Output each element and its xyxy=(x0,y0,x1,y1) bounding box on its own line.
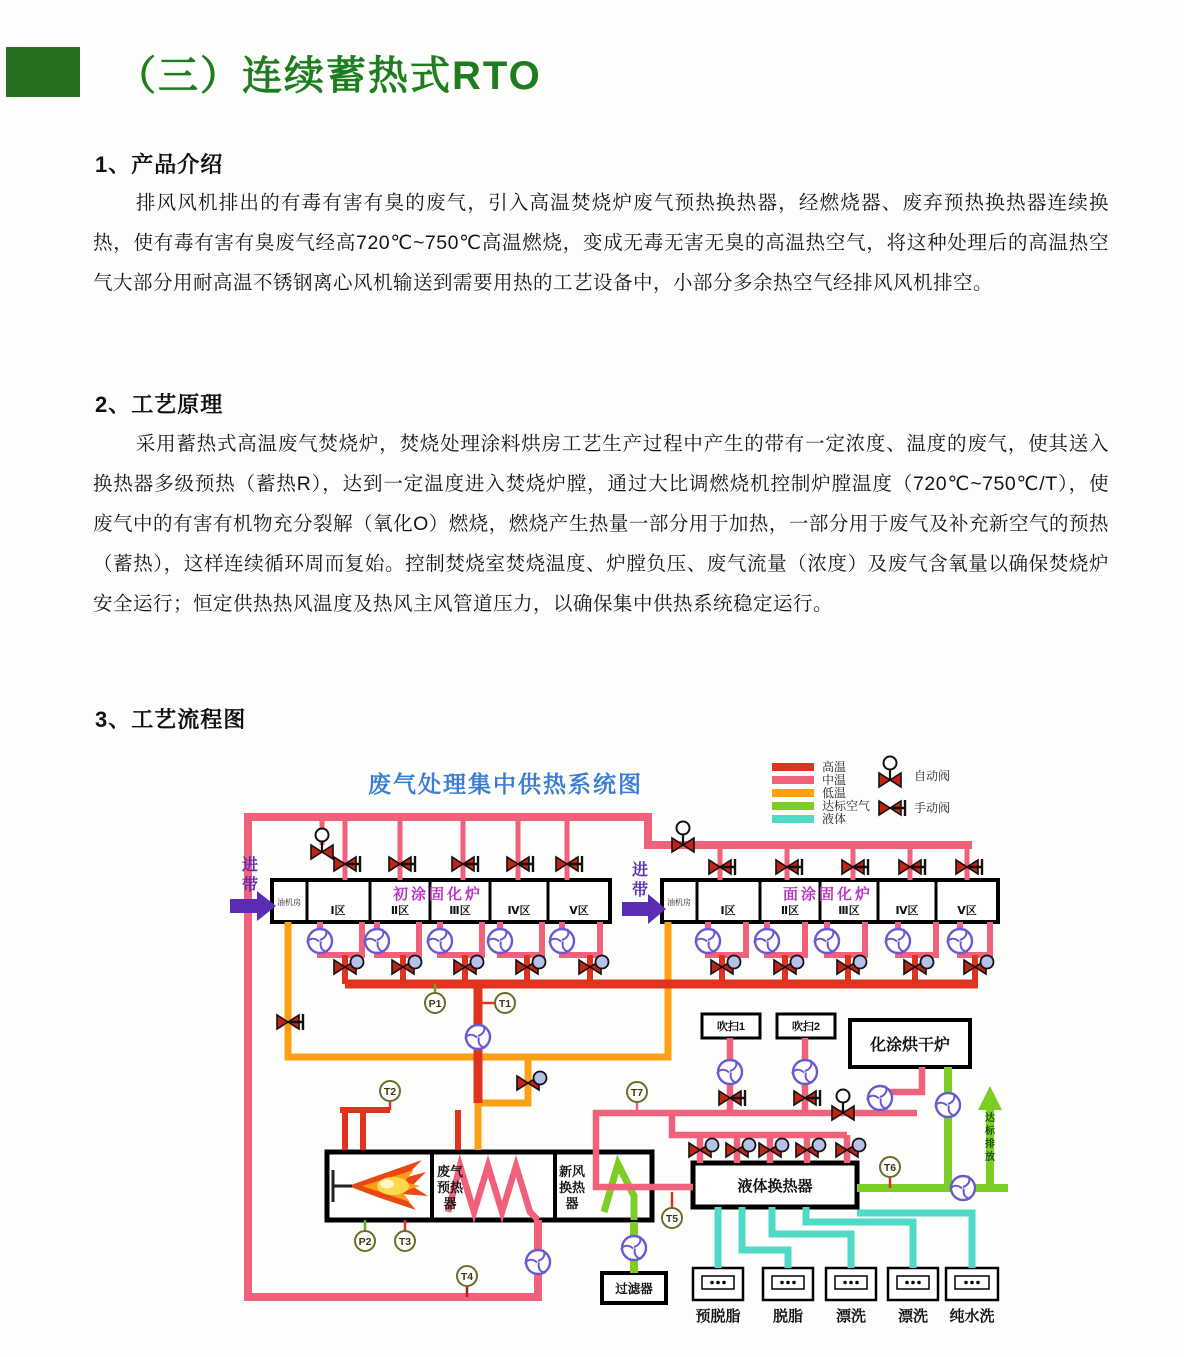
fan-icon xyxy=(620,1236,646,1260)
auto-valve-icon xyxy=(392,956,422,975)
flow-diagram-svg xyxy=(225,752,1040,1337)
oven1-zone: Ⅳ区 xyxy=(507,905,531,917)
section-2-heading: 2、工艺原理 xyxy=(95,392,224,417)
exhaust-label: 达 xyxy=(985,1113,995,1124)
fan-icon xyxy=(866,1086,892,1110)
legend-swatch-mid xyxy=(772,776,814,784)
tank-label: 预脱脂 xyxy=(695,1308,741,1325)
oven2-room: 油机房 xyxy=(667,898,691,907)
sensor-label: T3 xyxy=(398,1236,412,1248)
manual-valve-icon xyxy=(879,800,905,816)
fresh-air-hx-label: 器 xyxy=(565,1196,579,1211)
gas-preheater-label: 预热 xyxy=(436,1180,464,1195)
belt-in-label: 带 xyxy=(241,877,259,894)
purge1-label: 吹扫1 xyxy=(716,1021,746,1033)
auto-valve-icon xyxy=(836,1139,866,1158)
section-2-body: 采用蓄热式高温废气焚烧炉，焚烧处理涂料烘房工艺生产过程中产生的带有一定浓度、温度的废气，使其送入换热器多级预热（蓄热R），达到一定温度进入焚烧炉膛，通过大比调燃烧机控制炉膛温度（720℃~750℃/T），使废气中的有害有机物充分裂解（氧化O）燃烧，燃烧产生热量一部分用于加热，一部分用于废气及补充新空气的预热（蓄热），这样连续循环周而复始。控制焚烧室焚烧温度、炉膛负压、废气流量（浓度）及废气含氧量以确保焚烧炉安全运行；恒定供热热风温度及热风主风管道压力，以确保集中供热系统稳定运行。 xyxy=(93,433,1109,615)
oven1-zone: Ⅰ区 xyxy=(330,905,346,917)
fan-icon xyxy=(934,1093,960,1117)
legend-label-mid: 中温 xyxy=(822,773,847,787)
legend-label-manual-valve: 手动阀 xyxy=(914,801,951,815)
auto-valve-icon xyxy=(579,956,609,975)
oven1-zone: Ⅲ区 xyxy=(449,905,471,917)
auto-valve-icon xyxy=(516,956,546,975)
liquid-tanks xyxy=(693,1268,998,1300)
belt-arrow-icon xyxy=(230,891,276,921)
oven1-room: 油机房 xyxy=(277,898,301,907)
tank xyxy=(946,1268,998,1300)
tank xyxy=(888,1268,938,1300)
section-1-heading: 1、产品介绍 xyxy=(95,152,224,177)
legend xyxy=(772,757,950,827)
fan-icon xyxy=(363,929,389,953)
auto-valve-icon xyxy=(879,757,901,788)
sensor-label: T6 xyxy=(883,1162,897,1174)
dry-oven-label: 化涂烘干炉 xyxy=(869,1037,951,1054)
purge2-label: 吹扫2 xyxy=(791,1021,821,1033)
oven2-zone: Ⅰ区 xyxy=(720,905,736,917)
tank-label: 脱脂 xyxy=(772,1308,804,1325)
legend-swatch-low xyxy=(772,789,814,797)
fan-icon xyxy=(949,1176,975,1200)
gas-preheater-label: 器 xyxy=(443,1196,457,1211)
legend-label-high: 高温 xyxy=(822,760,847,774)
pipes-liquid xyxy=(718,1207,972,1268)
sensor-label: T4 xyxy=(460,1271,474,1283)
sensor-label: P2 xyxy=(358,1236,372,1248)
oven1-name: 初涂固化炉 xyxy=(392,886,484,903)
fan-icon xyxy=(813,929,839,953)
auto-valve-icon xyxy=(964,956,994,975)
oven2-zone: Ⅳ区 xyxy=(895,905,919,917)
oven2-zone: Ⅴ区 xyxy=(957,905,977,917)
auto-valve-icon xyxy=(904,956,934,975)
belt-in-middle xyxy=(622,861,666,924)
tank-label: 漂洗 xyxy=(897,1308,929,1325)
liquid-hx-label: 液体换热器 xyxy=(737,1178,813,1195)
fresh-air-hx-label: 新风 xyxy=(558,1164,586,1179)
diagram-title: 废气处理集中供热系统图 xyxy=(368,771,643,797)
section-3-heading: 3、工艺流程图 xyxy=(95,707,247,732)
tank-label: 漂洗 xyxy=(835,1308,867,1325)
tank xyxy=(826,1268,876,1300)
legend-swatch-high xyxy=(772,763,814,771)
fan-icon xyxy=(884,929,910,953)
oven1-zone: Ⅱ区 xyxy=(390,905,410,917)
auto-valve-icon xyxy=(726,1139,756,1158)
fan-icon xyxy=(426,929,452,953)
sensor-label: T5 xyxy=(665,1213,679,1225)
legend-label-clean: 达标空气 xyxy=(822,799,871,813)
fan-icon xyxy=(946,929,972,953)
fan-icon xyxy=(524,1250,550,1274)
belt-in-label: 带 xyxy=(631,882,649,899)
exhaust-label: 放 xyxy=(985,1152,995,1163)
legend-label-liquid: 液体 xyxy=(822,812,847,826)
process-flow-diagram xyxy=(225,752,1040,1337)
fan-icon xyxy=(716,1060,742,1084)
sensor-label: P1 xyxy=(428,998,442,1010)
section-marker-block xyxy=(6,47,80,97)
oven1-zone: Ⅴ区 xyxy=(569,905,589,917)
legend-swatch-clean xyxy=(772,802,814,810)
sensor-label: T2 xyxy=(383,1086,397,1098)
auto-valve-icon xyxy=(759,1139,789,1158)
tank xyxy=(693,1268,743,1300)
oven2-zone: Ⅲ区 xyxy=(838,905,860,917)
section-1-body: 排风风机排出的有毒有害有臭的废气，引入高温焚烧炉废气预热换热器，经燃烧器、废弃预热换热器连续换热，使有毒有害有臭废气经高720℃~750℃高温燃烧，变成无毒无害无臭的高温热空气，将这种处理后的高温热空气大部分用耐高温不锈钢离心风机输送到需要用热的工艺设备中，小部分多余热空气经排风风机排空。 xyxy=(93,192,1109,294)
filter-label: 过滤器 xyxy=(615,1282,653,1296)
oven2-zone: Ⅱ区 xyxy=(780,905,800,917)
exhaust-label: 标 xyxy=(985,1126,995,1137)
tank xyxy=(763,1268,813,1300)
legend-label-auto-valve: 自动阀 xyxy=(914,769,951,783)
auto-valve-icon xyxy=(454,956,484,975)
fan-icon xyxy=(694,929,720,953)
auto-valve-icon xyxy=(796,1139,826,1158)
page-title: （三）连续蓄热式RTO xyxy=(116,54,542,98)
auto-valve-icon xyxy=(517,1072,547,1091)
fan-icon xyxy=(791,1060,817,1084)
belt-in-label: 进 xyxy=(241,857,259,874)
tank-label: 纯水洗 xyxy=(949,1308,995,1325)
fan-icon xyxy=(548,929,574,953)
fresh-air-hx-label: 换热 xyxy=(558,1180,586,1195)
belt-in-left xyxy=(230,856,276,921)
auto-valve-icon xyxy=(711,956,741,975)
auto-valve-icon xyxy=(689,1139,719,1158)
fan-icon xyxy=(464,1025,490,1049)
fan-icon xyxy=(306,929,332,953)
gas-preheater-label: 废气 xyxy=(436,1164,464,1179)
belt-in-label: 进 xyxy=(631,862,649,879)
auto-valve-icon xyxy=(837,956,867,975)
exhaust-label: 排 xyxy=(985,1139,995,1150)
legend-swatch-liquid xyxy=(772,815,814,823)
auto-valve-icon xyxy=(774,956,804,975)
sensor-label: T1 xyxy=(498,998,512,1010)
fan-icon xyxy=(486,929,512,953)
auto-valve-icon xyxy=(311,829,333,860)
exhaust-arrowhead xyxy=(978,1086,1002,1110)
sensor-label: T7 xyxy=(630,1087,644,1099)
oven2-name: 面涂固化炉 xyxy=(782,886,874,903)
auto-valve-icon xyxy=(334,956,364,975)
legend-label-low: 低温 xyxy=(822,786,847,800)
fan-icon xyxy=(753,929,779,953)
